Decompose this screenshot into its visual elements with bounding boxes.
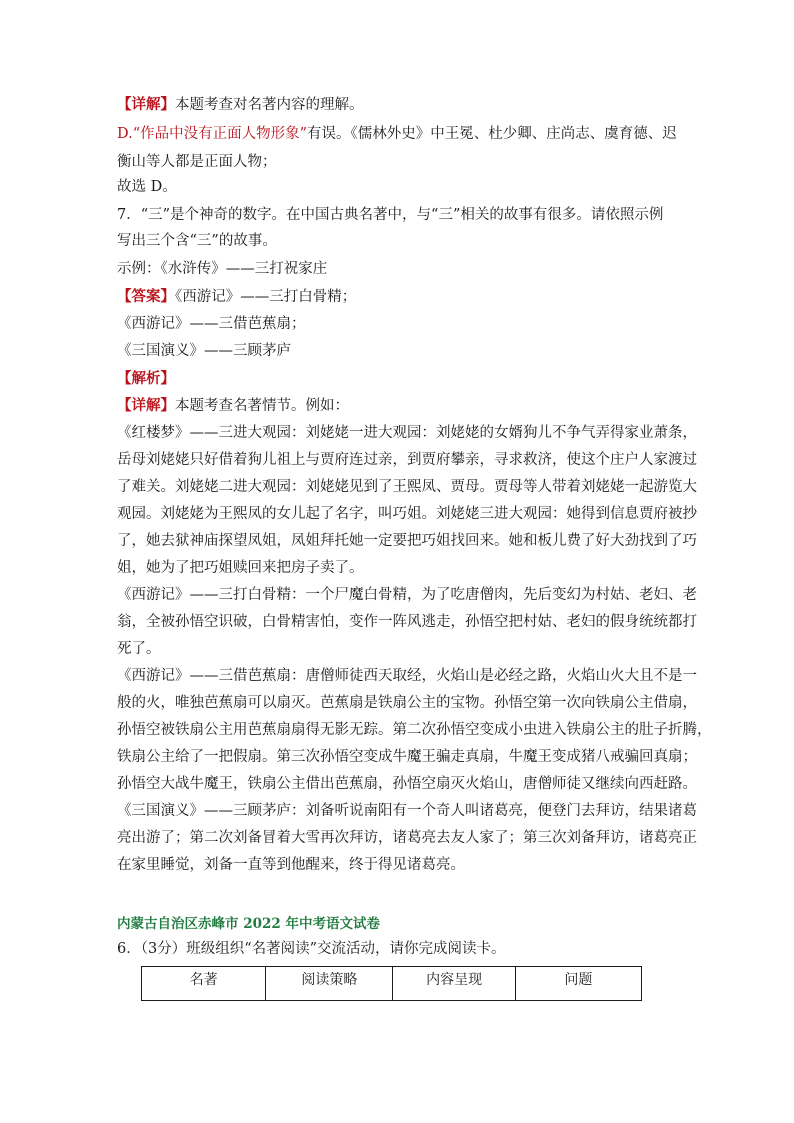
table-header-row — [142, 967, 642, 1001]
detail-line-1 — [117, 95, 364, 115]
detail-paragraph-line: 般的火，唯独芭蕉扇可以扇灭。芭蕉扇是铁扇公主的宝物。孙悟空第一次向铁扇公主借扇， — [117, 695, 697, 711]
question-7-line-1: 7．“三”是个神奇的数字。在中国古典名著中，与“三”相关的故事有很多。请依照示例 — [117, 207, 664, 223]
question-7-line-2: 写出三个含“三”的故事。 — [117, 233, 277, 249]
detail-2-tag: 【详解】 — [117, 397, 175, 414]
detail-paragraph-line: 姐，她为了把巧姐赎回来把房子卖了。 — [117, 560, 364, 576]
detail-paragraph-line: 死了。 — [117, 641, 161, 657]
detail-paragraph-line: 孙悟空被铁扇公主用芭蕉扇扇得无影无踪。第二次孙悟空变成小虫进入铁扇公主的肚子折腾， — [117, 722, 712, 738]
option-d-rest: 有误。《儒林外史》中王冕、杜少卿、庄尚志、虞育德、迟 — [307, 126, 677, 142]
exam-source-heading: 内蒙古自治区赤峰市 2022 年中考语文试卷 — [117, 916, 380, 932]
table-header-cell: 问题 — [515, 967, 641, 1001]
detail-2-text: 本题考查名著情节。例如： — [175, 398, 349, 414]
detail-paragraph-line: 翁，全被孙悟空识破，白骨精害怕，变作一阵风逃走，孙悟空把村姑、老妇的假身统统都打 — [117, 614, 697, 630]
detail-text: 本题考查对名著内容的理解。 — [175, 97, 364, 113]
answer-tag: 【答案】 — [117, 288, 175, 305]
detail-paragraph-line: 岳母刘姥姥只好借着狗儿祖上与贾府连过亲，到贾府攀亲，寻求救济，使这个庄户人家渡过 — [117, 452, 697, 468]
detail-paragraph-line: 了，她去狱神庙探望凤姐，凤姐拜托她一定要把巧姐找回来。她和板儿费了好大劲找到了巧 — [117, 533, 697, 549]
detail-paragraph-line: 观园。刘姥姥为王熙凤的女儿起了名字，叫巧姐。刘姥姥三进大观园：她得到信息贾府被抄 — [117, 506, 697, 522]
option-d-quote: D.“作品中没有正面人物形象” — [117, 126, 308, 142]
reading-card-table — [141, 966, 642, 1001]
detail-paragraph-line: 《西游记》——三借芭蕉扇：唐僧师徒西天取经，火焰山是必经之路，火焰山火大且不是一 — [117, 668, 697, 684]
choice-line: 故选 D。 — [117, 179, 177, 195]
detail-paragraph-line: 《西游记》——三打白骨精：一个尸魔白骨精，为了吃唐僧肉，先后变幻为村姑、老妇、老 — [117, 587, 697, 603]
detail-paragraph-line: 《红楼梦》——三进大观园：刘姥姥一进大观园：刘姥姥的女婿狗儿不争气弄得家业萧条， — [117, 425, 697, 441]
table-header-cell: 内容呈现 — [393, 967, 515, 1001]
question-6-line: 6．（3分）班级组织“名著阅读”交流活动，请你完成阅读卡。 — [117, 941, 506, 957]
detail-paragraph-line: 在家里睡觉，刘备一直等到他醒来，终于得见诸葛亮。 — [117, 857, 465, 873]
detail-2-line — [117, 396, 349, 416]
detail-paragraph-line: 孙悟空大战牛魔王，铁扇公主借出芭蕉扇，孙悟空扇灭火焰山，唐僧师徒又继续向西赶路。 — [117, 776, 697, 792]
answer-text: 《西游记》——三打白骨精； — [175, 289, 357, 305]
example-line: 示例：《水浒传》——三打祝家庄 — [117, 261, 328, 277]
detail-paragraph-line: 了难关。刘姥姥二进大观园：刘姥姥见到了王熙凤、贾母。贾母等人带着刘姥姥一起游览大 — [117, 479, 697, 495]
detail-paragraph-line: 铁扇公主给了一把假扇。第三次孙悟空变成牛魔王骗走真扇，牛魔王变成猪八戒骗回真扇； — [117, 749, 697, 765]
detail-paragraph-line: 《三国演义》——三顾茅庐：刘备听说南阳有一个奇人叫诸葛亮，便登门去拜访，结果诸葛 — [117, 803, 697, 819]
analysis-tag: 【解析】 — [117, 370, 175, 387]
table-header-cell: 阅读策略 — [266, 967, 393, 1001]
option-d-line — [117, 124, 677, 144]
table-header-cell: 名著 — [142, 967, 266, 1001]
answer-line-1 — [117, 287, 356, 307]
answer-line-3: 《三国演义》——三顾茅庐 — [117, 343, 291, 359]
answer-line-2: 《西游记》——三借芭蕉扇； — [117, 316, 306, 332]
option-d-continuation: 衡山等人都是正面人物； — [117, 154, 277, 170]
detail-paragraph-line: 亮出游了；第二次刘备冒着大雪再次拜访，诸葛亮去友人家了；第三次刘备拜访，诸葛亮正 — [117, 830, 697, 846]
detail-tag: 【详解】 — [117, 96, 175, 113]
